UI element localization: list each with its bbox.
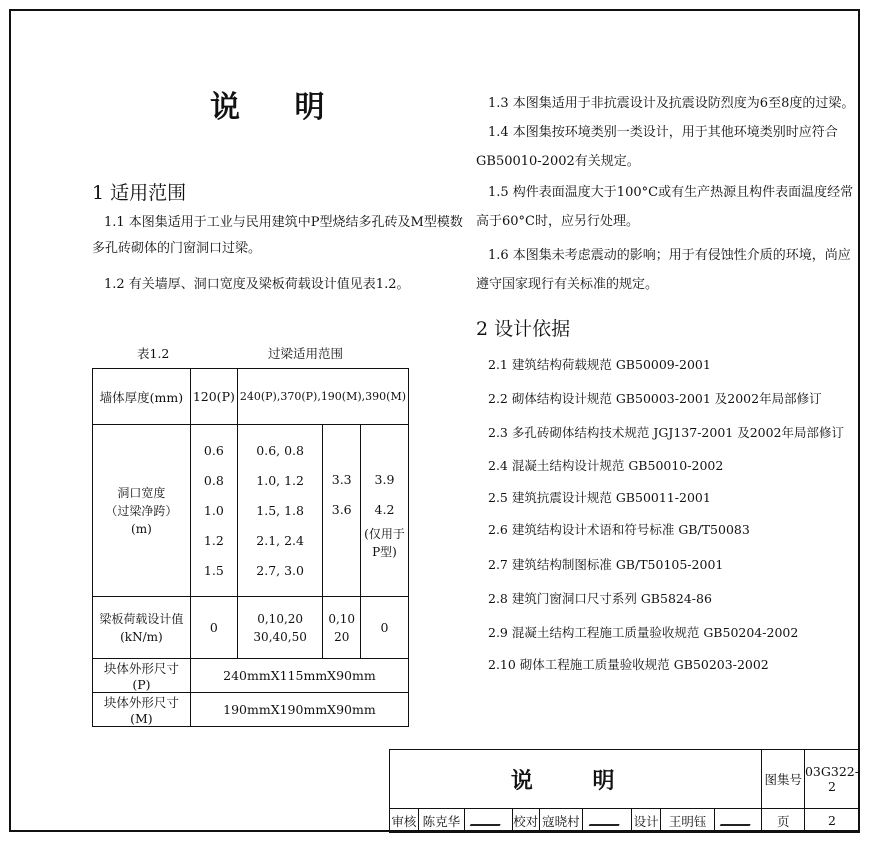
check-label: 校对 (512, 809, 539, 833)
value: 3.6 (331, 502, 352, 517)
cell-load-col4: 0 (360, 597, 408, 659)
para-1-1-line1: 1.1 本图集适用于工业与民用建筑中P型烧结多孔砖及M型模数 (104, 215, 463, 230)
load-col2-a: 0,10,20 (257, 611, 304, 626)
load-col3-b: 20 (334, 629, 350, 644)
ref-item: 2.3 多孔砖砌体结构技术规范 JGJ137-2001 及2002年局部修订 (488, 425, 845, 440)
cell-load-col2 (237, 597, 323, 659)
cell-load-col3 (323, 597, 361, 659)
cell-wall-others: 240(P),370(P),190(M),390(M) (237, 369, 408, 425)
designer-signature (714, 809, 762, 833)
para-1-2: 1.2 有关墙厚、洞口宽度及梁板荷载设计值见表1.2。 (104, 277, 410, 292)
table-row (93, 425, 409, 597)
value: 0.8 (203, 472, 224, 488)
table-row (93, 659, 409, 693)
opening-label-b: （过梁净跨） (105, 503, 178, 518)
cell-width-col1 (190, 425, 237, 597)
para-1-5-line2: 高于60°C时，应另行处理。 (476, 214, 639, 229)
para-1-6-line1: 1.6 本图集未考虑震动的影响；用于有侵蚀性介质的环境，尚应 (488, 248, 851, 263)
value: 0.6 (203, 442, 224, 458)
cell-load-col1: 0 (190, 597, 237, 659)
para-1-3: 1.3 本图集适用于非抗震设计及抗震设防烈度为6至8度的过梁。 (488, 96, 855, 111)
reviewer-signature (465, 809, 513, 833)
load-label-a: 梁板荷载设计值 (99, 611, 184, 626)
value: 1.5, 1.8 (256, 502, 304, 518)
ref-item: 2.9 混凝土结构工程施工质量验收规范 GB50204-2002 (488, 625, 799, 640)
value: 3.3 (331, 472, 352, 487)
section-2-heading: 2 设计依据 (476, 318, 571, 340)
load-col3-a: 0,10 (328, 611, 356, 626)
cell-block-p: 240mmX115mmX90mm (190, 659, 408, 693)
value: 2.7, 3.0 (256, 562, 304, 578)
ref-item: 2.4 混凝土结构设计规范 GB50010-2002 (488, 458, 724, 473)
atlas-number: 03G322-2 (804, 750, 859, 809)
ref-item: 2.1 建筑结构荷载规范 GB50009-2001 (488, 357, 711, 372)
value: 4.2 (374, 502, 395, 517)
cell-width-col3 (323, 425, 361, 597)
ref-item: 2.7 建筑结构制图标准 GB/T50105-2001 (488, 557, 724, 572)
title-block (389, 749, 860, 833)
col4-note-b: P型) (372, 545, 397, 559)
checker-name: 寇晓村 (539, 809, 582, 833)
review-label: 审核 (390, 809, 419, 833)
para-1-4-line2: GB50010-2002有关规定。 (476, 154, 640, 169)
table-label: 表1.2 (137, 346, 170, 361)
opening-label-a: 洞口宽度 (117, 485, 166, 500)
col4-note-a: (仅用于 (364, 527, 405, 541)
row-label-block-p: 块体外形尺寸(P) (93, 659, 191, 693)
page-label: 页 (762, 809, 804, 833)
page-title: 说 明 (210, 90, 347, 125)
table-caption: 过梁适用范围 (268, 346, 344, 361)
row-label-load (93, 597, 191, 659)
cell-width-col4 (360, 425, 408, 597)
ref-item: 2.5 建筑抗震设计规范 GB50011-2001 (488, 490, 711, 505)
ref-item: 2.10 砌体工程施工质量验收规范 GB50203-2002 (488, 657, 769, 672)
value: 1.5 (203, 562, 224, 578)
ref-item: 2.6 建筑结构设计术语和符号标准 GB/T50083 (488, 522, 750, 537)
value: 0.6, 0.8 (256, 442, 304, 458)
checker-signature (583, 809, 632, 833)
para-1-6-line2: 遵守国家现行有关标准的规定。 (476, 277, 659, 292)
designer-name: 王明钰 (661, 809, 714, 833)
spec-table (92, 368, 409, 727)
cell-width-col2 (237, 425, 323, 597)
value: 2.1, 2.4 (256, 532, 304, 548)
page-number: 2 (804, 809, 859, 833)
table-row (93, 693, 409, 727)
load-label-b: (kN/m) (120, 629, 163, 644)
atlas-label: 图集号 (762, 750, 804, 809)
para-1-1-line2: 多孔砖砌体的门窗洞口过梁。 (92, 241, 262, 256)
para-1-4-line1: 1.4 本图集按环境类别一类设计，用于其他环境类别时应符合 (488, 125, 838, 140)
row-label-block-m: 块体外形尺寸(M) (93, 693, 191, 727)
value: 1.2 (203, 532, 224, 548)
reviewer-name: 陈克华 (418, 809, 464, 833)
value: 1.0 (203, 502, 224, 518)
row-label-wall-thickness: 墙体厚度(mm) (93, 369, 191, 425)
opening-label-c: (m) (131, 521, 152, 536)
para-1-5-line1: 1.5 构件表面温度大于100°C或有生产热源且构件表面温度经常 (488, 185, 854, 200)
table-row (93, 369, 409, 425)
design-label: 设计 (631, 809, 661, 833)
load-col2-b: 30,40,50 (253, 629, 307, 644)
value: 1.0, 1.2 (256, 472, 304, 488)
row-label-opening-width (93, 425, 191, 597)
section-1-heading: 1 适用范围 (92, 182, 187, 204)
cell-block-m: 190mmX190mmX90mm (190, 693, 408, 727)
cell-wall-120: 120(P) (190, 369, 237, 425)
table-row (93, 597, 409, 659)
title-block-title: 说 明 (390, 750, 762, 809)
value: 3.9 (374, 472, 395, 487)
ref-item: 2.8 建筑门窗洞口尺寸系列 GB5824-86 (488, 591, 712, 606)
ref-item: 2.2 砌体结构设计规范 GB50003-2001 及2002年局部修订 (488, 391, 822, 406)
